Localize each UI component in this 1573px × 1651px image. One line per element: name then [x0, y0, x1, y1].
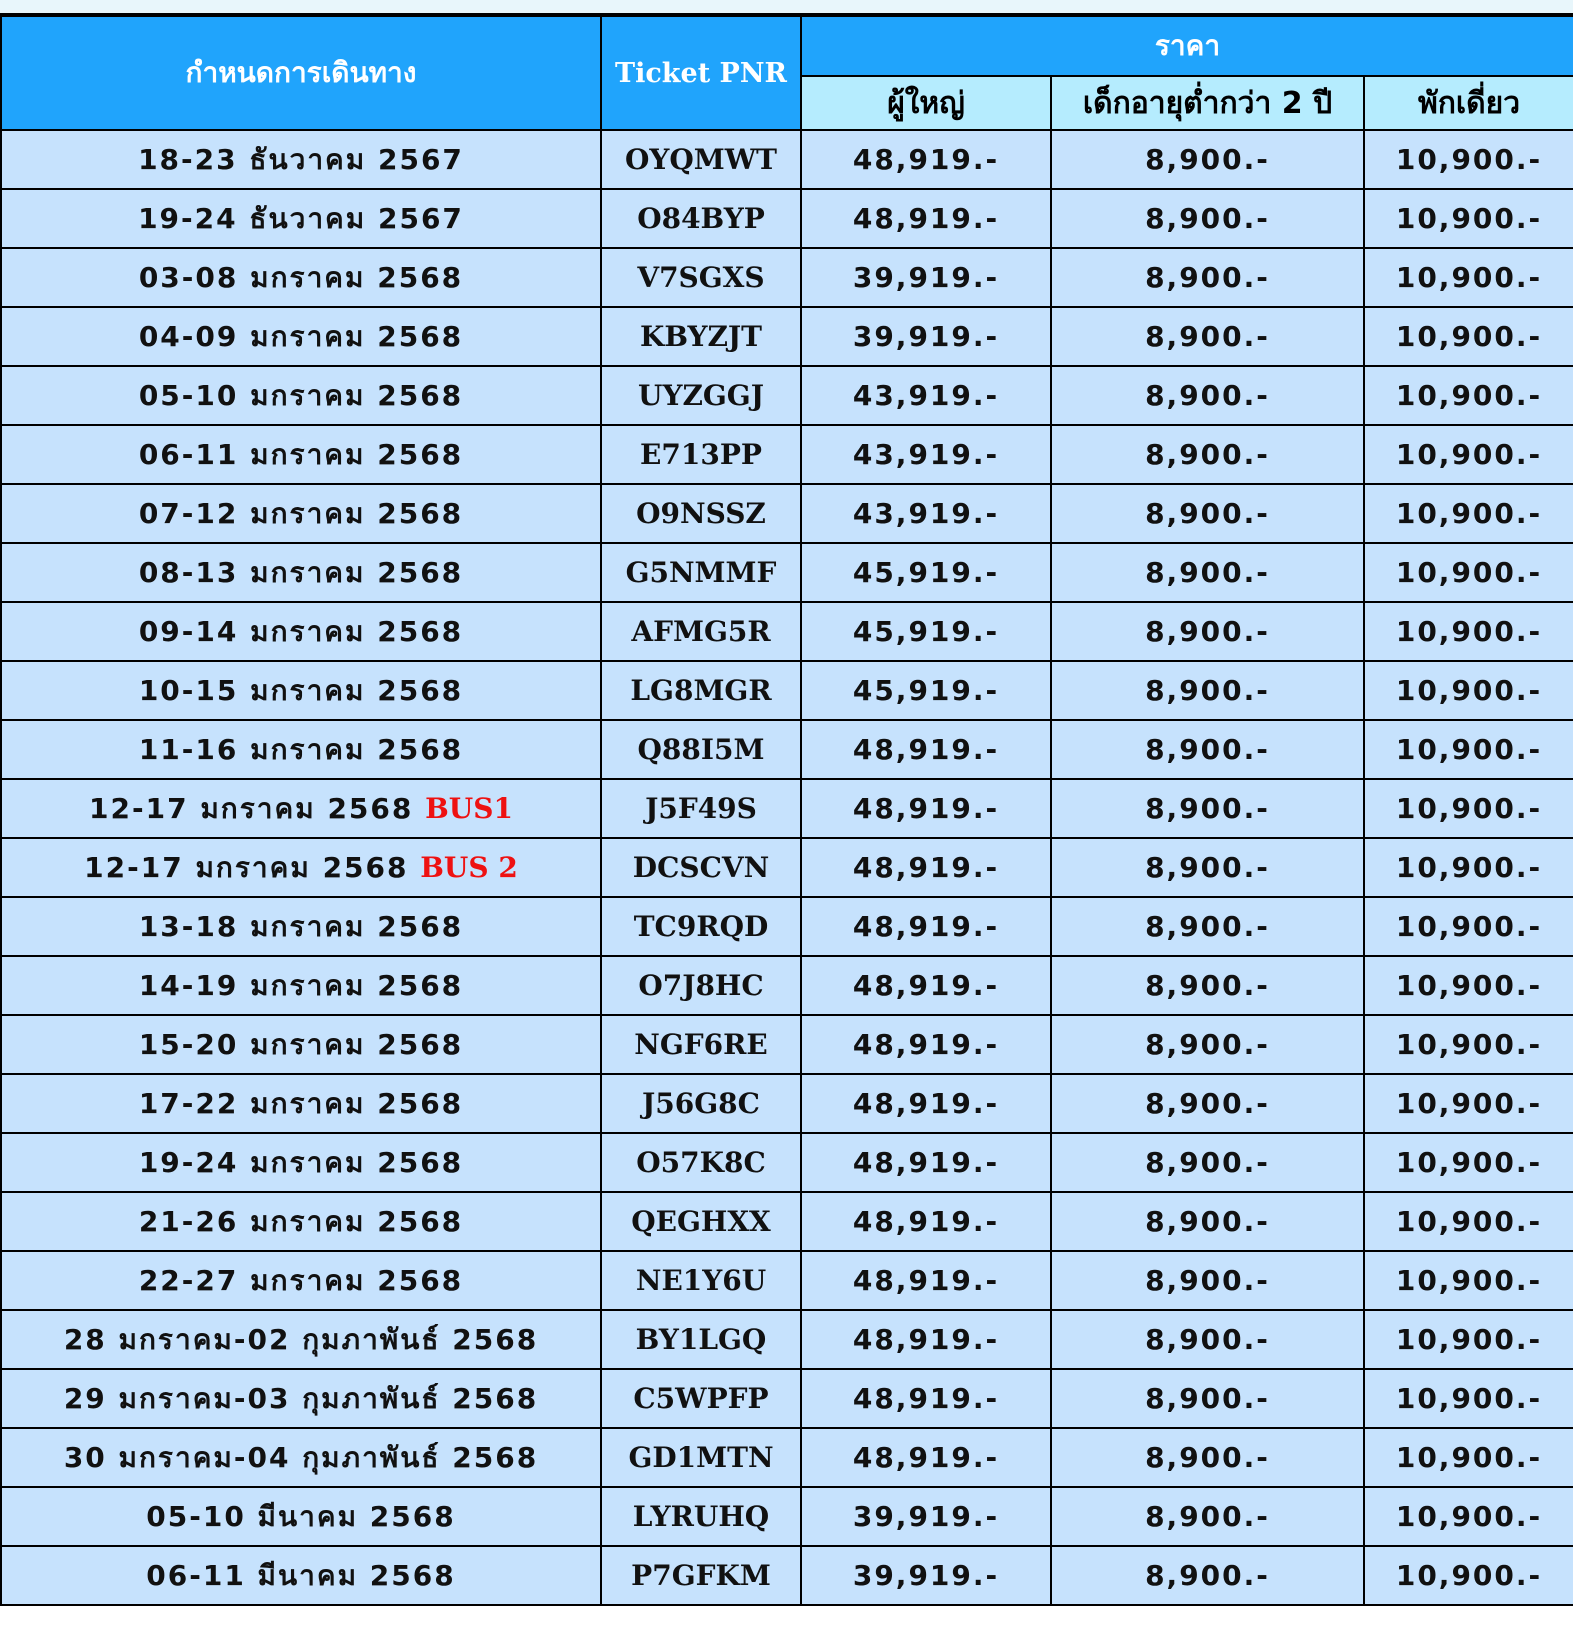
travel-date-text: 29 มกราคม-03 กุมภาพันธ์ 2568	[63, 1381, 539, 1415]
ticket-pnr-cell: O7J8HC	[601, 956, 801, 1015]
table-row	[1, 130, 1573, 189]
table-row	[1, 956, 1573, 1015]
travel-date-cell	[1, 307, 601, 366]
child-price-cell: 8,900.-	[1051, 543, 1364, 602]
adult-price-cell: 48,919.-	[801, 1133, 1051, 1192]
child-price-cell: 8,900.-	[1051, 661, 1364, 720]
travel-date-text: 06-11 มกราคม 2568	[138, 437, 464, 471]
adult-price-cell: 48,919.-	[801, 1369, 1051, 1428]
header-adult: ผู้ใหญ่	[801, 76, 1051, 130]
ticket-pnr-cell: O57K8C	[601, 1133, 801, 1192]
travel-date-cell	[1, 1133, 601, 1192]
single-supplement-cell: 10,900.-	[1364, 1133, 1573, 1192]
table-row	[1, 720, 1573, 779]
travel-date-text: 28 มกราคม-02 กุมภาพันธ์ 2568	[63, 1322, 539, 1356]
single-supplement-cell: 10,900.-	[1364, 543, 1573, 602]
travel-date-cell	[1, 1074, 601, 1133]
ticket-pnr-cell: C5WPFP	[601, 1369, 801, 1428]
table-row	[1, 1251, 1573, 1310]
child-price-cell: 8,900.-	[1051, 956, 1364, 1015]
table-row	[1, 779, 1573, 838]
travel-date-cell	[1, 720, 601, 779]
ticket-pnr-cell: G5NMMF	[601, 543, 801, 602]
adult-price-cell: 43,919.-	[801, 425, 1051, 484]
ticket-pnr-cell: O9NSSZ	[601, 484, 801, 543]
ticket-pnr-cell: TC9RQD	[601, 897, 801, 956]
single-supplement-cell: 10,900.-	[1364, 1310, 1573, 1369]
child-price-cell: 8,900.-	[1051, 897, 1364, 956]
single-supplement-cell: 10,900.-	[1364, 661, 1573, 720]
travel-date-cell	[1, 130, 601, 189]
travel-date-text: 09-14 มกราคม 2568	[138, 614, 464, 648]
ticket-pnr-cell: V7SGXS	[601, 248, 801, 307]
travel-date-cell	[1, 897, 601, 956]
adult-price-cell: 48,919.-	[801, 720, 1051, 779]
adult-price-cell: 39,919.-	[801, 1546, 1051, 1605]
table-row	[1, 425, 1573, 484]
table-row	[1, 1369, 1573, 1428]
table-row	[1, 366, 1573, 425]
adult-price-cell: 48,919.-	[801, 1192, 1051, 1251]
travel-date-text: 15-20 มกราคม 2568	[138, 1027, 464, 1061]
single-supplement-cell: 10,900.-	[1364, 366, 1573, 425]
travel-date-cell	[1, 1546, 601, 1605]
adult-price-cell: 45,919.-	[801, 602, 1051, 661]
single-supplement-cell: 10,900.-	[1364, 1192, 1573, 1251]
table-row	[1, 1546, 1573, 1605]
single-supplement-cell: 10,900.-	[1364, 1369, 1573, 1428]
travel-date-text: 08-13 มกราคม 2568	[138, 555, 464, 589]
travel-date-text: 21-26 มกราคม 2568	[138, 1204, 464, 1238]
child-price-cell: 8,900.-	[1051, 1074, 1364, 1133]
table-row	[1, 307, 1573, 366]
table-row	[1, 602, 1573, 661]
travel-date-text: 05-10 มีนาคม 2568	[146, 1499, 456, 1533]
travel-date-cell	[1, 1369, 601, 1428]
travel-date-cell	[1, 1428, 601, 1487]
adult-price-cell: 39,919.-	[801, 1487, 1051, 1546]
table-row	[1, 189, 1573, 248]
table-body	[1, 130, 1573, 1605]
table-row	[1, 1487, 1573, 1546]
single-supplement-cell: 10,900.-	[1364, 779, 1573, 838]
child-price-cell: 8,900.-	[1051, 1428, 1364, 1487]
table-row	[1, 1133, 1573, 1192]
adult-price-cell: 45,919.-	[801, 661, 1051, 720]
travel-date-cell	[1, 425, 601, 484]
ticket-pnr-cell: QEGHXX	[601, 1192, 801, 1251]
header-single-supplement: พักเดี่ยว	[1364, 76, 1573, 130]
travel-date-cell	[1, 189, 601, 248]
bus-tag: BUS 2	[420, 850, 518, 884]
travel-date-cell	[1, 1310, 601, 1369]
single-supplement-cell: 10,900.-	[1364, 720, 1573, 779]
child-price-cell: 8,900.-	[1051, 1133, 1364, 1192]
ticket-pnr-cell: E713PP	[601, 425, 801, 484]
table-row	[1, 248, 1573, 307]
travel-date-cell	[1, 956, 601, 1015]
single-supplement-cell: 10,900.-	[1364, 838, 1573, 897]
top-strip	[0, 0, 1573, 15]
adult-price-cell: 48,919.-	[801, 897, 1051, 956]
table-row	[1, 1310, 1573, 1369]
travel-date-cell	[1, 779, 601, 838]
child-price-cell: 8,900.-	[1051, 779, 1364, 838]
adult-price-cell: 48,919.-	[801, 130, 1051, 189]
single-supplement-cell: 10,900.-	[1364, 484, 1573, 543]
single-supplement-cell: 10,900.-	[1364, 1546, 1573, 1605]
table-row	[1, 543, 1573, 602]
ticket-pnr-cell: P7GFKM	[601, 1546, 801, 1605]
table-row	[1, 484, 1573, 543]
single-supplement-cell: 10,900.-	[1364, 897, 1573, 956]
travel-date-cell	[1, 484, 601, 543]
travel-date-text: 10-15 มกราคม 2568	[138, 673, 464, 707]
travel-date-cell	[1, 1487, 601, 1546]
travel-date-text: 30 มกราคม-04 กุมภาพันธ์ 2568	[63, 1440, 539, 1474]
child-price-cell: 8,900.-	[1051, 720, 1364, 779]
table-row	[1, 897, 1573, 956]
travel-date-text: 04-09 มกราคม 2568	[138, 319, 464, 353]
travel-date-text: 06-11 มีนาคม 2568	[146, 1558, 456, 1592]
travel-date-text: 22-27 มกราคม 2568	[138, 1263, 464, 1297]
single-supplement-cell: 10,900.-	[1364, 956, 1573, 1015]
travel-date-text: 11-16 มกราคม 2568	[138, 732, 464, 766]
travel-date-text: 17-22 มกราคม 2568	[138, 1086, 464, 1120]
child-price-cell: 8,900.-	[1051, 1487, 1364, 1546]
travel-date-text: 18-23 ธันวาคม 2567	[138, 142, 464, 176]
travel-date-text: 05-10 มกราคม 2568	[138, 378, 464, 412]
single-supplement-cell: 10,900.-	[1364, 1015, 1573, 1074]
ticket-pnr-cell: GD1MTN	[601, 1428, 801, 1487]
adult-price-cell: 48,919.-	[801, 779, 1051, 838]
child-price-cell: 8,900.-	[1051, 1369, 1364, 1428]
travel-date-cell	[1, 1015, 601, 1074]
ticket-pnr-cell: J56G8C	[601, 1074, 801, 1133]
single-supplement-cell: 10,900.-	[1364, 1428, 1573, 1487]
child-price-cell: 8,900.-	[1051, 1015, 1364, 1074]
child-price-cell: 8,900.-	[1051, 307, 1364, 366]
adult-price-cell: 48,919.-	[801, 1428, 1051, 1487]
adult-price-cell: 48,919.-	[801, 1251, 1051, 1310]
child-price-cell: 8,900.-	[1051, 366, 1364, 425]
adult-price-cell: 48,919.-	[801, 1015, 1051, 1074]
single-supplement-cell: 10,900.-	[1364, 307, 1573, 366]
adult-price-cell: 48,919.-	[801, 956, 1051, 1015]
travel-date-cell	[1, 248, 601, 307]
ticket-pnr-cell: BY1LGQ	[601, 1310, 801, 1369]
header-travel-date: กำหนดการเดินทาง	[1, 16, 601, 130]
travel-date-cell	[1, 1192, 601, 1251]
child-price-cell: 8,900.-	[1051, 189, 1364, 248]
child-price-cell: 8,900.-	[1051, 602, 1364, 661]
travel-date-text: 03-08 มกราคม 2568	[138, 260, 464, 294]
ticket-pnr-cell: OYQMWT	[601, 130, 801, 189]
child-price-cell: 8,900.-	[1051, 838, 1364, 897]
child-price-cell: 8,900.-	[1051, 1192, 1364, 1251]
travel-date-text: 12-17 มกราคม 2568	[89, 791, 414, 825]
table-row	[1, 1428, 1573, 1487]
adult-price-cell: 48,919.-	[801, 1310, 1051, 1369]
adult-price-cell: 43,919.-	[801, 484, 1051, 543]
ticket-pnr-cell: DCSCVN	[601, 838, 801, 897]
single-supplement-cell: 10,900.-	[1364, 425, 1573, 484]
table-row	[1, 838, 1573, 897]
table-row	[1, 1015, 1573, 1074]
adult-price-cell: 45,919.-	[801, 543, 1051, 602]
table-row	[1, 661, 1573, 720]
ticket-pnr-cell: Q88I5M	[601, 720, 801, 779]
travel-date-cell	[1, 366, 601, 425]
adult-price-cell: 39,919.-	[801, 307, 1051, 366]
ticket-pnr-cell: NGF6RE	[601, 1015, 801, 1074]
child-price-cell: 8,900.-	[1051, 1251, 1364, 1310]
single-supplement-cell: 10,900.-	[1364, 1251, 1573, 1310]
adult-price-cell: 48,919.-	[801, 1074, 1051, 1133]
bus-tag: BUS1	[425, 791, 513, 825]
travel-date-text: 14-19 มกราคม 2568	[138, 968, 464, 1002]
header-price: ราคา	[801, 16, 1573, 76]
adult-price-cell: 43,919.-	[801, 366, 1051, 425]
adult-price-cell: 48,919.-	[801, 189, 1051, 248]
travel-date-cell	[1, 602, 601, 661]
child-price-cell: 8,900.-	[1051, 425, 1364, 484]
child-price-cell: 8,900.-	[1051, 1310, 1364, 1369]
single-supplement-cell: 10,900.-	[1364, 189, 1573, 248]
single-supplement-cell: 10,900.-	[1364, 1487, 1573, 1546]
ticket-pnr-cell: AFMG5R	[601, 602, 801, 661]
travel-date-cell	[1, 1251, 601, 1310]
child-price-cell: 8,900.-	[1051, 484, 1364, 543]
table-header	[1, 16, 1573, 130]
ticket-pnr-cell: UYZGGJ	[601, 366, 801, 425]
ticket-pnr-cell: NE1Y6U	[601, 1251, 801, 1310]
child-price-cell: 8,900.-	[1051, 248, 1364, 307]
travel-date-text: 13-18 มกราคม 2568	[138, 909, 464, 943]
single-supplement-cell: 10,900.-	[1364, 1074, 1573, 1133]
ticket-pnr-cell: KBYZJT	[601, 307, 801, 366]
ticket-pnr-cell: LYRUHQ	[601, 1487, 801, 1546]
travel-date-text: 12-17 มกราคม 2568	[84, 850, 409, 884]
single-supplement-cell: 10,900.-	[1364, 130, 1573, 189]
travel-date-cell	[1, 838, 601, 897]
ticket-pnr-cell: LG8MGR	[601, 661, 801, 720]
travel-date-cell	[1, 543, 601, 602]
table-row	[1, 1192, 1573, 1251]
table-row	[1, 1074, 1573, 1133]
travel-date-text: 07-12 มกราคม 2568	[138, 496, 464, 530]
adult-price-cell: 48,919.-	[801, 838, 1051, 897]
travel-date-text: 19-24 มกราคม 2568	[138, 1145, 464, 1179]
header-child-under-2: เด็กอายุต่ำกว่า 2 ปี	[1051, 76, 1364, 130]
header-ticket-pnr: Ticket PNR	[601, 16, 801, 130]
single-supplement-cell: 10,900.-	[1364, 602, 1573, 661]
child-price-cell: 8,900.-	[1051, 1546, 1364, 1605]
travel-date-cell	[1, 661, 601, 720]
ticket-pnr-cell: J5F49S	[601, 779, 801, 838]
ticket-pnr-cell: O84BYP	[601, 189, 801, 248]
adult-price-cell: 39,919.-	[801, 248, 1051, 307]
child-price-cell: 8,900.-	[1051, 130, 1364, 189]
single-supplement-cell: 10,900.-	[1364, 248, 1573, 307]
price-table	[0, 15, 1573, 1606]
travel-date-text: 19-24 ธันวาคม 2567	[138, 201, 464, 235]
